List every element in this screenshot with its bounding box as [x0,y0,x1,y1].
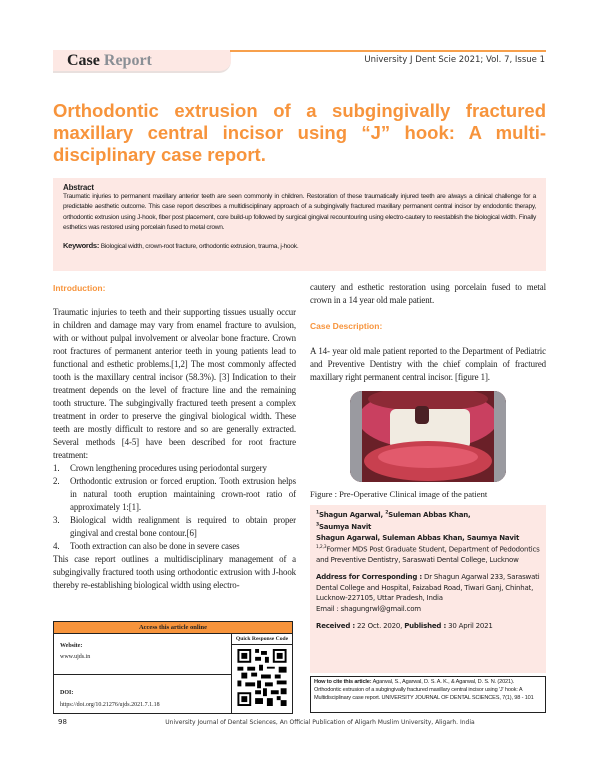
introduction-heading: Introduction: [53,283,106,293]
website-link[interactable]: www.ujds.in [60,654,91,660]
cite-text: Agarwal, S., Agarwal, D. S. A. K., & Agarwal, D. S. N. (2021). Orthodontic extrusion of a subgingivally fractured maxillary central incisor using 'J' hook: A Multidisciplinary case report. UNIVERSITY JOURNAL OF DENTAL SCIENCES, 7(1), 98 - 101 [314,679,534,702]
article-type-tab [53,50,231,73]
cite-label: How to cite this article: [314,679,372,685]
access-online-box [53,621,293,714]
address-label: Address for Corresponding : [316,573,422,582]
header-rule [230,50,546,52]
clinical-photo [350,391,506,482]
qr-label: Quick Response Code [232,634,292,645]
qr-code-icon[interactable] [237,649,287,706]
published-label: Published : [404,622,447,631]
list-item [53,514,296,540]
list-text: Tooth extraction can also be done in severe cases [70,541,240,551]
list-item [53,475,296,514]
methods-list [53,462,296,553]
affiliation [316,543,540,565]
article-title: Orthodontic extrusion of a subgingivally fractured maxillary central incisor using “J” hook: A multi-disciplinary case report. [53,100,546,165]
author-name: Suleman Abbas Khan, [388,511,471,520]
author-name: Shagun Agarwal, [318,511,383,520]
author-names-full: Shagun Agarwal, Suleman Abbas Khan, Saumya Navit [316,533,520,542]
intro-paragraph-2: This case report outlines a multidisciplinary management of a subgingivally fractured tooth using orthodontic extrusion with J-hook thereby re-establishing biological width using electro- [53,554,296,590]
received-date: 22 Oct. 2020, [357,622,403,631]
introduction-body [53,306,296,592]
affiliation-sup: 1,2,3 [316,545,327,551]
abstract-text: Traumatic injuries to permanent maxillary anterior teeth are seen commonly in children. Restoration of these traumatically injured teeth are always a clinical challenge for a predictable aesthetic outcome. This case report describes a multidisciplinary approach of a subgingivally fractured maxillary permanent central incisor by endodontic therapy, orthodontic extrusion using J-hook, fiber post placement, core build-up followed by surgical gingival recountouring using electro-cautery to reestablish the biological width. Finally esthetics was restored using porcelain fused to metal crown. [63,193,536,231]
list-number: 3. [53,515,60,525]
access-heading: Access this article online [54,622,292,634]
author-sup: 1 [316,511,319,516]
correspondence [316,572,540,604]
author-names [316,509,540,533]
list-text: Orthodontic extrusion or forced eruption. Tooth extrusion helps in natural tooth eruption maintaining crown-root ratio of approximately 1:[1]. [70,476,296,512]
author-sup: 3 [316,522,319,528]
list-item [53,462,296,475]
citation-box [310,676,546,713]
dates [316,621,540,632]
footer-text: University Journal of Dental Sciences, An Official Publication of Aligarh Muslim University, Aligarh. India [165,719,475,726]
email: Email : shagungrwl@gmail.com [316,604,421,613]
case-description-text: A 14- year old male patient reported to the Department of Pediatric and Preventive Dentistry with the chief complain of fractured maxillary right permanent central incisor. [figure 1]. [310,346,546,382]
author-name: Saumya Navit [318,523,372,532]
case-description-heading: Case Description: [310,321,383,331]
website-label: Website: [60,643,83,649]
keywords [63,241,536,252]
doi-label: DOI: [60,690,74,696]
list-item [53,540,296,553]
published-date: 30 April 2021 [448,622,493,631]
list-number: 2. [53,476,60,486]
author-sup: 2 [385,511,389,516]
address-text: Dr Shagun Agarwal 233, Saraswati Dental College and Hospital, Faizabad Road, Tiwari Ganj, Chinhat, Lucknow-227105, Uttar Pradesh, India [316,573,540,603]
list-text: Crown lengthening procedures using periodontal surgery [70,463,267,473]
article-type-word1: Case [67,52,100,69]
intro-paragraph-continued: cautery and esthetic restoration using porcelain fused to metal crown in a 14 year old male patient. [310,282,546,305]
affiliation-text: Former MDS Post Graduate Student, Department of Pedodontics and Preventive Dentistry, Saraswati Dental College, Lucknow [316,545,540,564]
author-info-box [310,505,546,673]
keywords-text: Biological width, crown-root fracture, orthodontic extrusion, trauma, j-hook. [100,243,299,251]
figure-caption: Figure : Pre-Operative Clinical image of the patient [310,489,488,499]
list-number: 1. [53,463,60,473]
doi-link[interactable]: https://doi.org/10.21276/ujds.2021.7.1.18 [60,702,160,708]
received-label: Received : [316,622,355,631]
list-number: 4. [53,541,60,551]
list-text: Biological width realignment is required to obtain proper gingival and crestal bone contour.[6] [70,515,296,538]
keywords-label: Keywords: [63,241,100,251]
page-number: 98 [58,718,67,726]
abstract-box [53,178,546,271]
intro-paragraph: Traumatic injuries to teeth and their supporting tissues usually occur in children and damage may vary from enamel fracture to avulsion, with or without pulpal involvement or alveolar bone fracture. Crown root fractures of permanent anterior teeth in young patients lead to functional and esthetic problems.[1,2] The most commonly affected tooth is the maxillary central incisor (58.3%). [3] Indication to their treatment depends on the level of fracture line and the remaining tooth structure. The subgingivally fractured teeth present a complex treatment in order to preserve the gingival biological width. These teeth are mostly difficult to restore and so are generally extracted. Several methods [4-5] have been described for root fracture treatment: [53,307,296,460]
article-type-word2: Report [103,52,152,69]
journal-citation: University J Dent Scie 2021; Vol. 7, Issue 1 [364,55,545,65]
abstract-heading: Abstract [63,183,94,192]
